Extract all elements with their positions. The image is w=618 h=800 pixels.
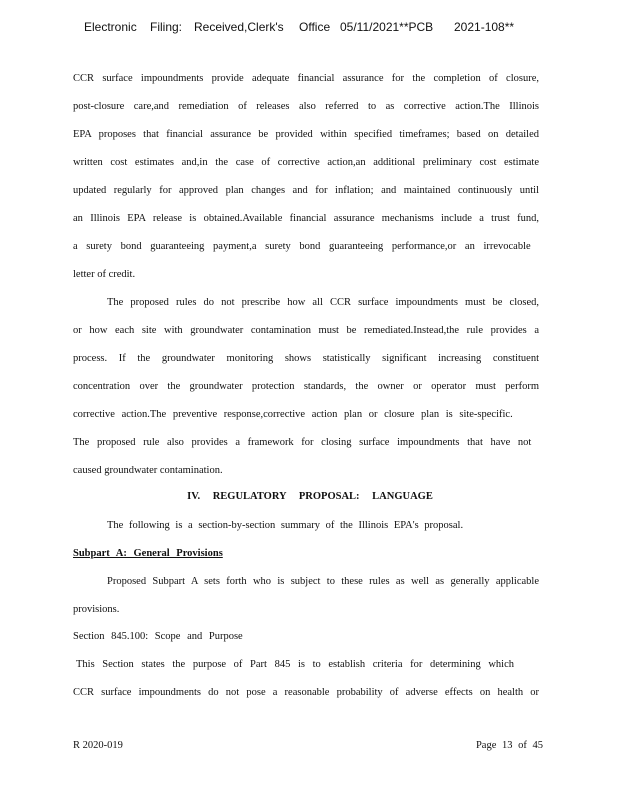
footer-page-number: Page 13 of 45 bbox=[475, 740, 543, 751]
paragraph-line: caused groundwater contamination. bbox=[73, 465, 223, 476]
paragraph-line: a surety bond guaranteeing payment,a surety bond guaranteeing performance,or an irrevocable bbox=[73, 241, 531, 252]
paragraph-line: post-closure care,and remediation of releases also referred to as corrective action.The Illinois bbox=[73, 101, 539, 112]
paragraph-line: process. If the groundwater monitoring shows statistically significant increasing constituent bbox=[73, 353, 539, 364]
filing-header bbox=[0, 20, 618, 40]
paragraph-line: corrective action.The preventive response,corrective action plan or closure plan is site-specific. bbox=[73, 409, 513, 420]
section-heading: IV. REGULATORY PROPOSAL: LANGUAGE bbox=[187, 491, 433, 502]
header-electronic: Electronic bbox=[84, 20, 137, 34]
paragraph-line: The proposed rules do not prescribe how all CCR surface impoundments must be closed, bbox=[107, 297, 539, 308]
header-filing: Filing: bbox=[150, 20, 183, 34]
section-title: Section 845.100: Scope and Purpose bbox=[73, 631, 243, 642]
header-received: Received,Clerk's bbox=[194, 20, 284, 34]
paragraph-line: concentration over the groundwater protection standards, the owner or operator must perform bbox=[73, 381, 539, 392]
header-date: 05/11/2021**PCB bbox=[340, 20, 434, 34]
header-office: Office bbox=[299, 20, 331, 34]
paragraph-line: letter of credit. bbox=[73, 269, 136, 280]
paragraph-line: or how each site with groundwater contamination must be remediated.Instead,the rule provides a bbox=[73, 325, 539, 336]
intro-line: The following is a section-by-section summary of the Illinois EPA's proposal. bbox=[107, 520, 464, 531]
paragraph-line: provisions. bbox=[73, 604, 120, 615]
paragraph-line: CCR surface impoundments do not pose a reasonable probability of adverse effects on health or bbox=[73, 687, 539, 698]
subpart-heading: Subpart A: General Provisions bbox=[73, 548, 223, 559]
paragraph-line: an Illinois EPA release is obtained.Available financial assurance mechanisms include a trust fund, bbox=[73, 213, 539, 224]
paragraph-line: This Section states the purpose of Part 845 is to establish criteria for determining which bbox=[76, 659, 515, 670]
paragraph-line: written cost estimates and,in the case of corrective action,an additional preliminary cost estimate bbox=[73, 157, 539, 168]
paragraph-line: EPA proposes that financial assurance be provided within specified timeframes; based on detailed bbox=[73, 129, 539, 140]
paragraph-line: The proposed rule also provides a framework for closing surface impoundments that have not bbox=[73, 437, 532, 448]
paragraph-line: CCR surface impoundments provide adequate financial assurance for the completion of closure, bbox=[73, 73, 539, 84]
paragraph-line: Proposed Subpart A sets forth who is subject to these rules as well as generally applicable bbox=[107, 576, 539, 587]
header-docket: 2021-108** bbox=[454, 20, 515, 34]
footer-docket-ref: R 2020-019 bbox=[73, 740, 123, 751]
paragraph-line: updated regularly for approved plan changes and for inflation; and maintained continuously until bbox=[73, 185, 539, 196]
